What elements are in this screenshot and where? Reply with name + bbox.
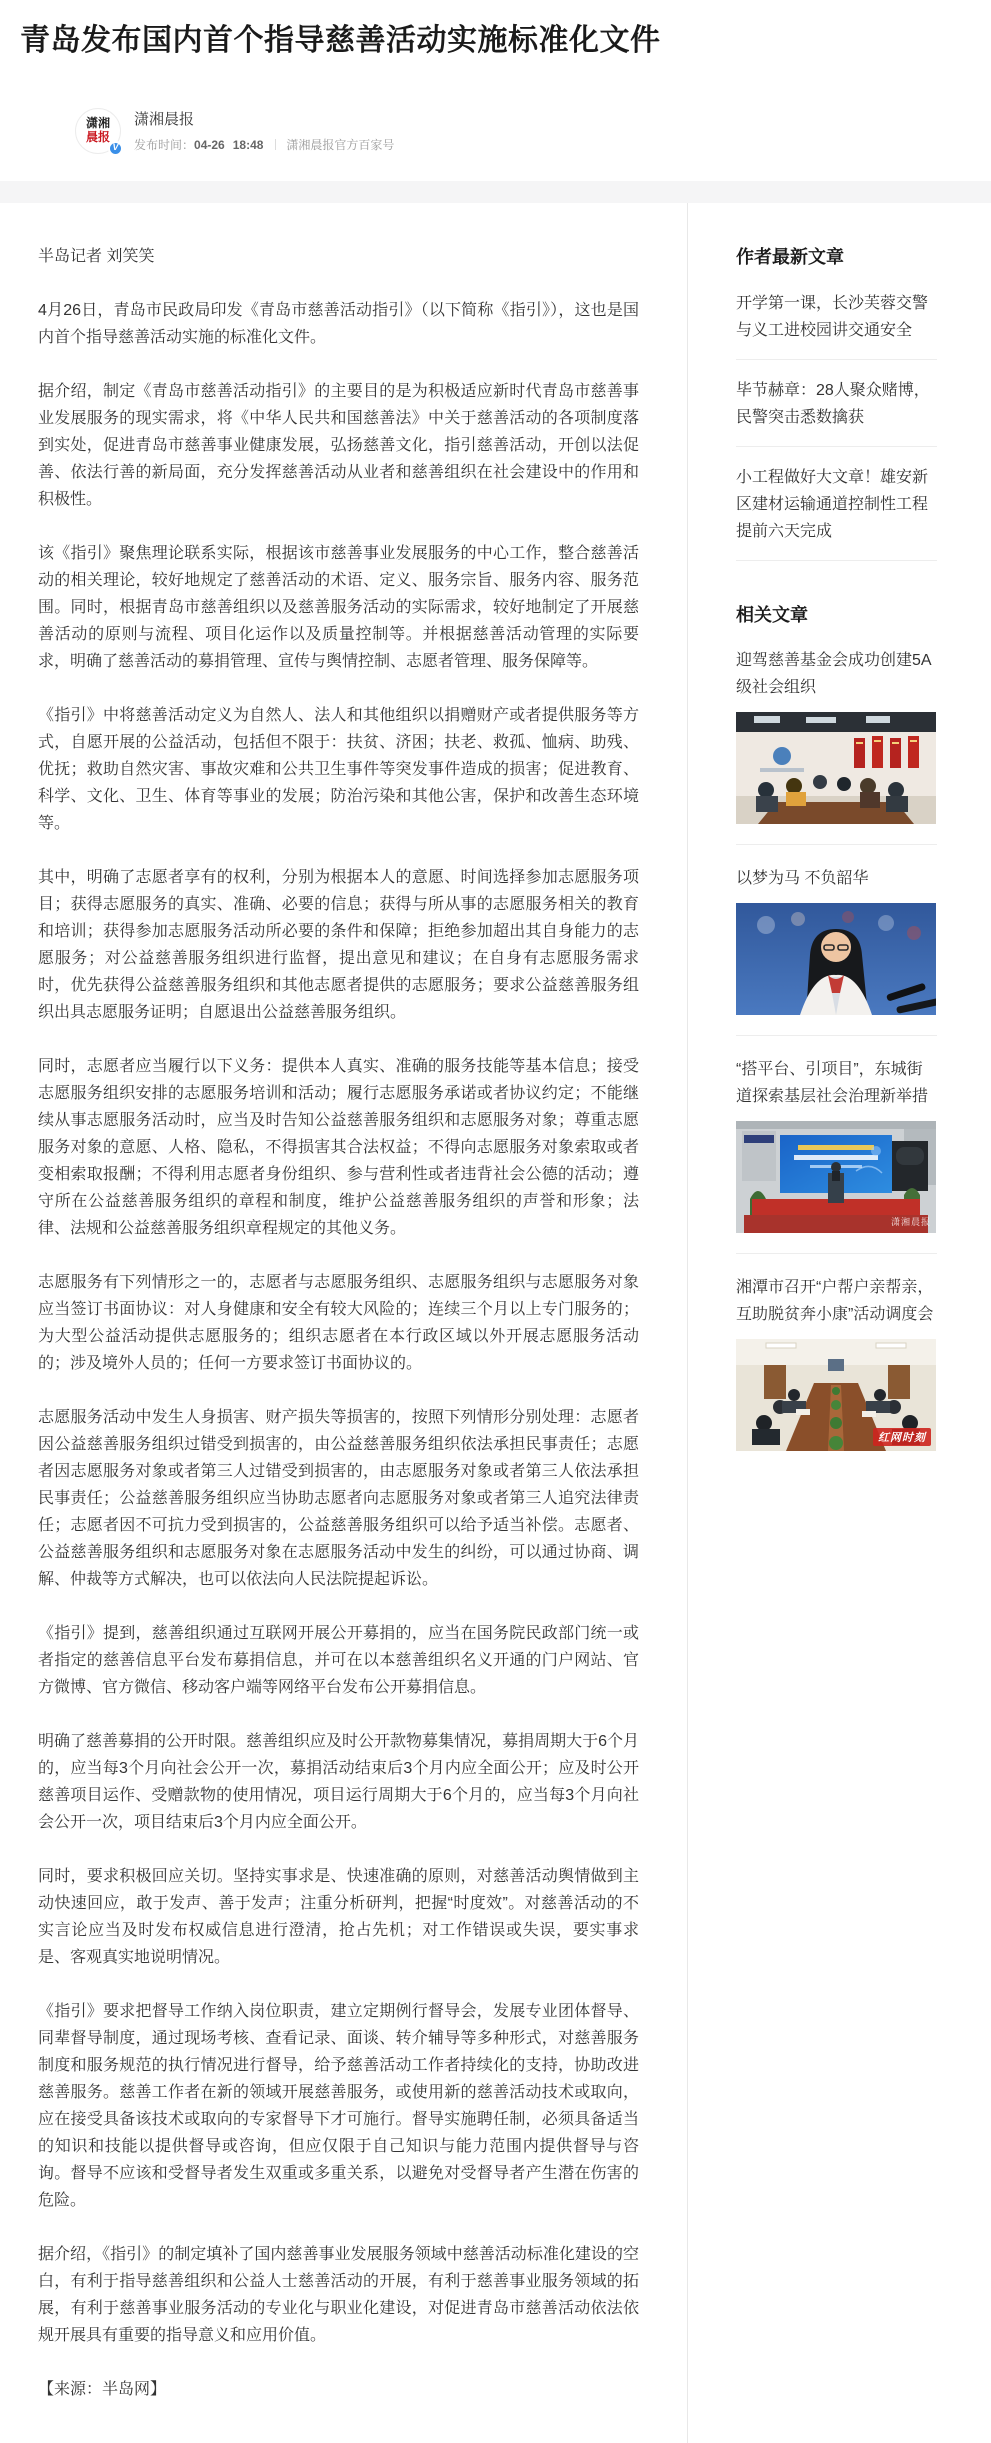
- photo-watermark: 红网时刻: [873, 1428, 931, 1446]
- verified-badge-icon: V: [108, 141, 123, 156]
- article-paragraph: 4月26日，青岛市民政局印发《青岛市慈善活动指引》（以下简称《指引》），这也是国内首个指导慈善活动实施的标准化文件。: [38, 301, 639, 346]
- reporter-byline: 半岛记者 刘笑笑: [38, 247, 155, 265]
- article-paragraph: 该《指引》聚焦理论联系实际，根据该市慈善事业发展服务的中心工作，整合慈善活动的相关理论，较好地规定了慈善活动的术语、定义、服务宗旨、服务内容、服务范围。同时，根据青岛市慈善组织以及慈善服务活动的实际需求，较好地制定了开展慈善活动的原则与流程、项目化运作以及质量控制等。并根据慈善活动管理的实际要求，明确了慈善活动的募捐管理、宣传与舆情控制、志愿者管理、服务保障等。: [38, 544, 639, 670]
- article-paragraph: 同时，要求积极回应关切。坚持实事求是、快速准确的原则，对慈善活动舆情做到主动快速回应，敢于发声、善于发声；注重分析研判，把握“时度效”。对慈善活动的不实言论应当及时发布权威信息进行澄清，抢占先机；对工作错误或失误，要实事求是、客观真实地说明情况。: [38, 1867, 639, 1966]
- related-article[interactable]: [736, 845, 937, 1036]
- author-meta: [134, 108, 394, 153]
- related-article[interactable]: [736, 1254, 937, 1451]
- related-article-photo[interactable]: [736, 1339, 936, 1451]
- related-article[interactable]: [736, 1036, 937, 1254]
- avatar-text-top: 潇湘: [85, 116, 110, 131]
- article-body: [0, 203, 688, 2443]
- article-source: 【来源：半岛网】: [38, 2380, 167, 2398]
- related-article-photo[interactable]: [736, 712, 936, 824]
- article-paragraph: 同时，志愿者应当履行以下义务：提供本人真实、准确的服务技能等基本信息；接受志愿服务组织安排的志愿服务培训和活动；履行志愿服务承诺或者协议约定；不能继续从事志愿服务活动时，应当及时告知公益慈善服务组织和志愿服务对象；尊重志愿服务对象的意愿、人格、隐私，不得损害其合法权益；不得向志愿服务对象索取或者变相索取报酬；不得利用志愿者身份组织、参与营利性或者违背社会公德的活动；遵守所在公益慈善服务组织的章程和制度，维护公益慈善服务组织的声誉和形象；法律、法规和公益慈善服务组织章程规定的其他义务。: [38, 1057, 639, 1237]
- article-paragraph: 据介绍，制定《青岛市慈善活动指引》的主要目的是为积极适应新时代青岛市慈善事业发展服务的现实需求，将《中华人民共和国慈善法》中关于慈善活动的各项制度落到实处，促进青岛市慈善事业健康发展，弘扬慈善文化，指引慈善活动，开创以法促善、依法行善的新局面，充分发挥慈善活动从业者和慈善组织在社会建设中的作用和积极性。: [38, 382, 639, 508]
- latest-article-link[interactable]: 毕节赫章：28人聚众赌博，民警突击悉数擒获: [736, 360, 937, 447]
- avatar-text-bottom: 晨报: [85, 129, 110, 144]
- related-article-title[interactable]: “搭平台、引项目”，东城街道探索基层社会治理新举措: [736, 1060, 929, 1105]
- related-article-photo[interactable]: [736, 1121, 936, 1233]
- article-paragraph: 志愿服务活动中发生人身损害、财产损失等损害的，按照下列情形分别处理：志愿者因公益慈善服务组织过错受到损害的，由公益慈善服务组织依法承担民事责任；志愿者因志愿服务对象或者第三人过错受到损害的，由志愿服务对象或者第三人依法承担民事责任；公益慈善服务组织应当协助志愿者向志愿服务对象或者第三人追究法律责任；志愿者因不可抗力受到损害的，公益慈善服务组织可以给予适当补偿。志愿者、公益慈善服务组织和志愿服务对象在志愿服务活动中发生的纠纷，可以通过协商、调解、仲裁等方式解决，也可以依法向人民法院提起诉讼。: [38, 1408, 639, 1588]
- publish-info: [134, 136, 394, 153]
- related-article-title[interactable]: 以梦为马 不负韶华: [736, 869, 869, 887]
- article-paragraph: 《指引》提到，慈善组织通过互联网开展公开募捐的，应当在国务院民政部门统一或者指定的慈善信息平台发布募捐信息，并可在以本慈善组织名义开通的门户网站、官方微博、官方微信、移动客户端等网络平台发布公开募捐信息。: [38, 1624, 639, 1696]
- article-paragraph: 其中，明确了志愿者享有的权利，分别为根据本人的意愿、时间选择参加志愿服务项目；获得志愿服务的真实、准确、必要的信息；获得与所从事的志愿服务相关的教育和培训；获得参加志愿服务活动所必要的条件和保障；拒绝参加超出其自身能力的志愿服务；对公益慈善服务组织进行监督，提出意见和建议；在自身有志愿服务需求时，优先获得公益慈善服务组织和其他志愿者提供的志愿服务；要求公益慈善服务组织出具志愿服务证明；自愿退出公益慈善服务组织。: [38, 868, 639, 1021]
- article-header: [0, 22, 991, 154]
- author-avatar[interactable]: [75, 108, 121, 154]
- latest-article-link[interactable]: 开学第一课，长沙芙蓉交警与义工进校园讲交通安全: [736, 273, 937, 360]
- related-article[interactable]: [736, 627, 937, 845]
- related-article-photo[interactable]: [736, 903, 936, 1015]
- header-separator-band: [0, 181, 991, 203]
- related-articles-heading: 相关文章: [736, 604, 808, 625]
- content-area: [0, 203, 991, 2443]
- article-paragraph: 《指引》要求把督导工作纳入岗位职责，建立定期例行督导会，发展专业团体督导、同辈督导制度，通过现场考核、查看记录、面谈、转介辅导等多种形式，对慈善服务制度和服务规范的执行情况进行督导，给予慈善活动工作者持续化的支持，协助改进慈善服务。慈善工作者在新的领域开展慈善服务，或使用新的慈善活动技术或取向，应在接受具备该技术或取向的专家督导下才可施行。督导实施聘任制，必须具备适当的知识和技能以提供督导或咨询，但应仅限于自己知识与能力范围内提供督导与咨询。督导不应该和受督导者发生双重或多重关系，以避免对受督导者产生潜在伤害的危险。: [38, 2002, 639, 2209]
- related-article-title[interactable]: 湘潭市召开“户帮户亲帮亲，互助脱贫奔小康”活动调度会: [736, 1278, 934, 1323]
- related-article-title[interactable]: 迎驾慈善基金会成功创建5A级社会组织: [736, 651, 932, 696]
- publish-time: 18:48: [232, 137, 264, 152]
- article-paragraph: 明确了慈善募捐的公开时限。慈善组织应及时公开款物募集情况，募捐周期大于6个月的，应当每3个月向社会公开一次，募捐活动结束后3个月内应全面公开；应及时公开慈善项目运作、受赠款物的使用情况，项目运行周期大于6个月的，应当每3个月向社会公开一次，项目结束后3个月内应全面公开。: [38, 1732, 639, 1831]
- author-name-link[interactable]: 潇湘晨报: [134, 111, 195, 128]
- article-paragraph: 《指引》中将慈善活动定义为自然人、法人和其他组织以捐赠财产或者提供服务等方式，自愿开展的公益活动，包括但不限于：扶贫、济困；扶老、救孤、恤病、助残、优抚；救助自然灾害、事故灾难和公共卫生事件等突发事件造成的损害；促进教育、科学、文化、卫生、体育等事业的发展；防治污染和其他公害，保护和改善生态环境等。: [38, 706, 639, 832]
- speaker-woman-photo-art: [736, 903, 936, 1015]
- publish-time-label: 发布时间：: [134, 138, 195, 152]
- latest-article-link[interactable]: 小工程做好大文章！雄安新区建材运输通道控制性工程提前六天完成: [736, 447, 937, 561]
- author-block: [75, 108, 991, 154]
- meeting-room-photo-art: [736, 712, 936, 824]
- page-title: 青岛发布国内首个指导慈善活动实施标准化文件: [20, 24, 661, 57]
- publish-date: 04-26: [194, 137, 225, 152]
- article-page: [0, 22, 991, 2443]
- byline-divider: [275, 139, 276, 150]
- author-source-label: 潇湘晨报官方百家号: [286, 138, 395, 152]
- article-paragraph: 志愿服务有下列情形之一的，志愿者与志愿服务组织、志愿服务组织与志愿服务对象应当签订书面协议：对人身健康和安全有较大风险的；连续三个月以上专门服务的；为大型公益活动提供志愿服务的；组织志愿者在本行政区域以外开展志愿服务活动的；涉及境外人员的；任何一方要求签订书面协议的。: [38, 1273, 639, 1372]
- article-paragraph: 据介绍，《指引》的制定填补了国内慈善事业发展服务领域中慈善活动标准化建设的空白，有利于指导慈善组织和公益人士慈善活动的开展，有利于慈善事业服务领域的拓展，有利于慈善事业服务活动的专业化与职业化建设，对促进青岛市慈善活动依法依规开展具有重要的指导意义和应用价值。: [38, 2245, 639, 2344]
- sidebar: [688, 203, 991, 2443]
- photo-watermark: 潇湘晨报: [890, 1216, 931, 1227]
- latest-articles-list: [736, 273, 937, 561]
- latest-articles-heading: 作者最新文章: [736, 246, 844, 267]
